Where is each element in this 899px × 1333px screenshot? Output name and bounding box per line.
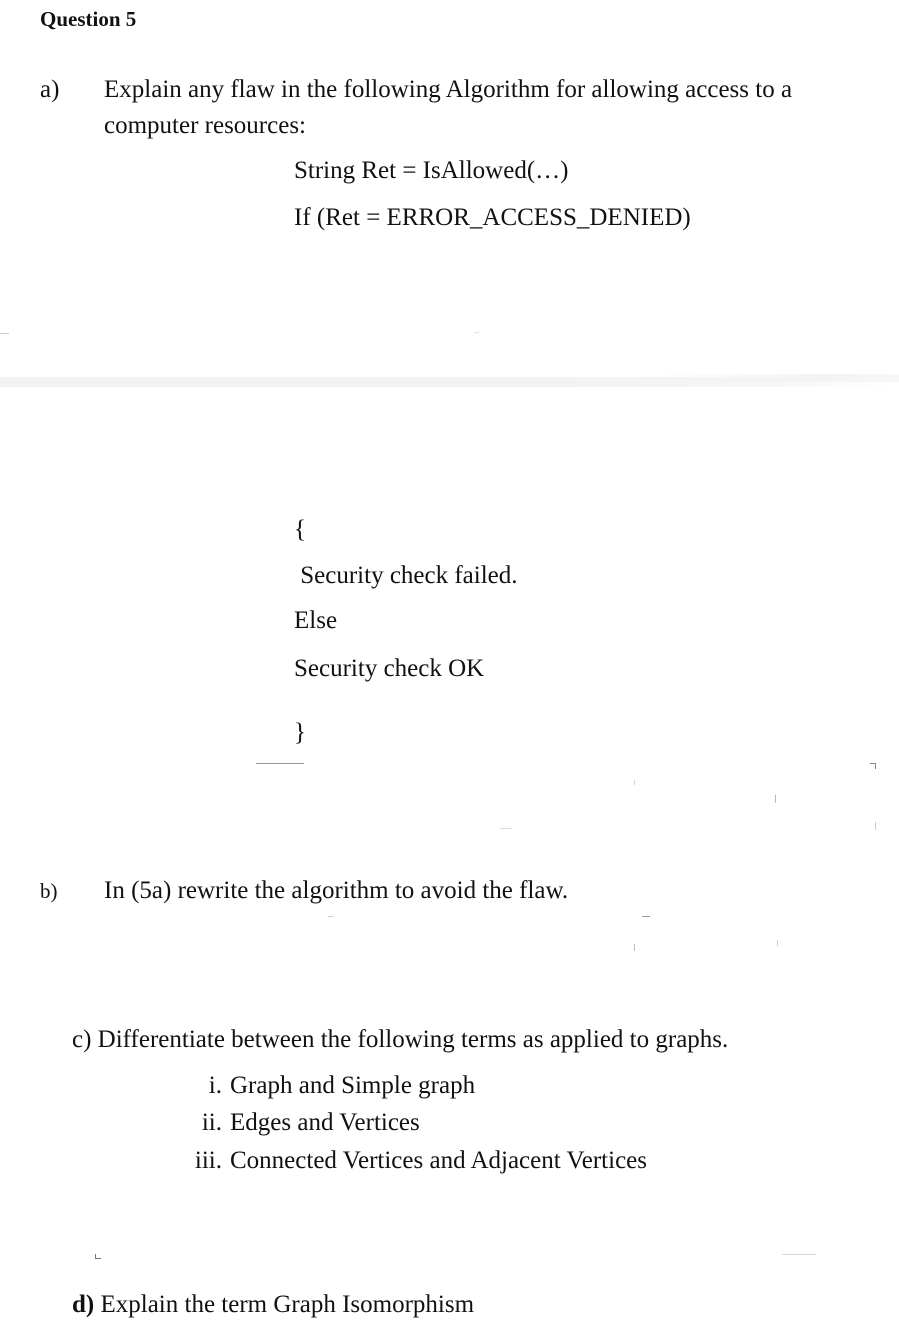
scan-artifact	[642, 916, 650, 917]
scan-artifact	[875, 763, 876, 769]
code-line-3: {	[294, 516, 306, 543]
scan-artifact	[777, 940, 778, 946]
code-line-6: Security check OK	[294, 655, 485, 682]
scan-artifact	[328, 916, 334, 917]
part-b-text: In (5a) rewrite the algorithm to avoid the flaw.	[104, 877, 569, 904]
scan-artifact	[775, 795, 776, 803]
part-d-text: Explain the term Graph Isomorphism	[100, 1291, 475, 1318]
scan-artifact	[256, 763, 304, 764]
list-item-number: ii.	[201, 1109, 222, 1136]
part-c-label: c)	[72, 1026, 92, 1053]
part-c-heading	[72, 1022, 728, 1058]
scan-artifact	[95, 1258, 101, 1259]
part-a-text: Explain any flaw in the following Algorithm for allowing access to a computer resources:	[104, 76, 793, 139]
part-d-label: d)	[72, 1291, 95, 1318]
list-item	[178, 1109, 420, 1137]
scan-artifact	[875, 822, 876, 830]
scan-artifact	[634, 944, 635, 951]
code-line-4: Security check failed.	[294, 562, 518, 589]
part-d	[72, 1287, 474, 1323]
scan-artifact	[474, 332, 479, 333]
list-item	[178, 1072, 475, 1100]
scan-artifact	[0, 333, 9, 334]
part-a-label: a)	[40, 76, 60, 103]
question-heading: Question 5	[40, 7, 137, 31]
code-line-2: If (Ret = ERROR_ACCESS_DENIED)	[294, 204, 691, 231]
list-item-number: i.	[208, 1072, 222, 1099]
scan-artifact	[782, 1254, 816, 1255]
scan-artifact	[634, 780, 635, 785]
code-line-5: Else	[294, 607, 338, 634]
scan-artifact	[500, 828, 512, 829]
code-line-1: String Ret = IsAllowed(…)	[294, 157, 569, 184]
list-item	[178, 1147, 647, 1175]
list-item-number: iii.	[194, 1147, 222, 1174]
page-break-band-tail	[640, 374, 899, 382]
list-item-text: Connected Vertices and Adjacent Vertices	[230, 1147, 647, 1174]
list-item-text: Edges and Vertices	[230, 1109, 420, 1136]
code-line-7: }	[294, 719, 306, 746]
part-b-label: b)	[40, 879, 58, 903]
part-c-text: Differentiate between the following terms as applied to graphs.	[97, 1026, 729, 1053]
list-item-text: Graph and Simple graph	[230, 1072, 476, 1099]
